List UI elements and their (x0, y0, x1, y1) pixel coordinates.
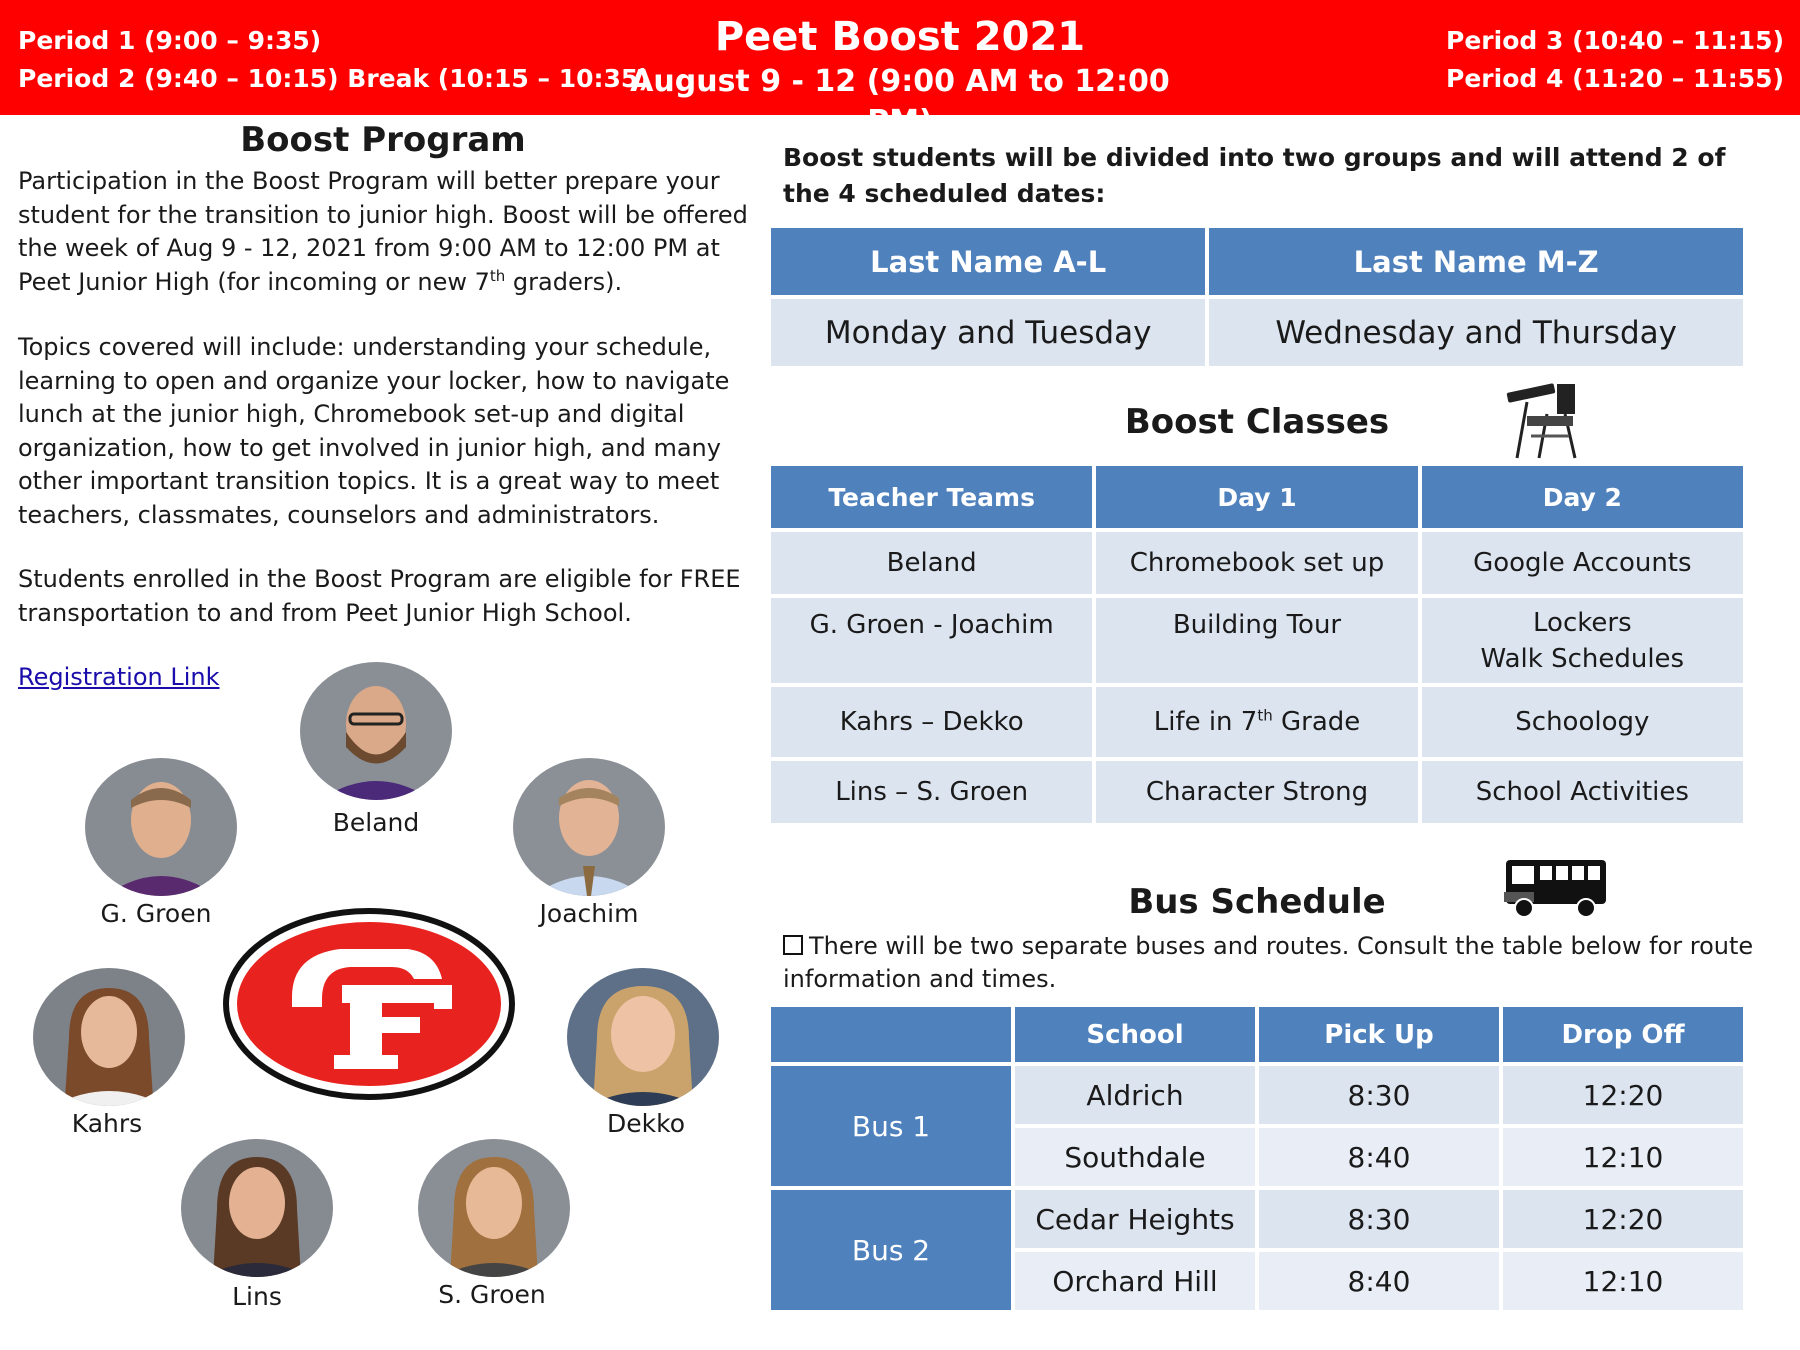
header-banner (0, 0, 1800, 139)
period-3: Period 3 (10:40 – 11:15) (1446, 26, 1784, 55)
day2-cell (1422, 598, 1743, 683)
school-logo (222, 907, 516, 1101)
team-cell: Beland (771, 532, 1092, 594)
school-cell: Cedar Heights (1015, 1190, 1255, 1248)
para1-text-end: graders). (505, 267, 623, 296)
dropoff-cell: 12:20 (1503, 1066, 1743, 1124)
day2-cell: Schoology (1422, 687, 1743, 757)
bus-table (767, 1003, 1747, 1314)
page-dates: August 9 - 12 (9:00 AM to 12:00 PM) (630, 64, 1170, 139)
dropoff-cell: 12:20 (1503, 1190, 1743, 1248)
bus-note (783, 930, 1763, 996)
day2-line-1: Lockers (1533, 607, 1632, 638)
ggroen-photo (85, 758, 237, 896)
boost-classes-title: Boost Classes (1124, 402, 1390, 442)
classes-header-teams: Teacher Teams (771, 466, 1092, 528)
group-header-al: Last Name A-L (771, 228, 1205, 295)
lins-photo (181, 1139, 333, 1277)
period-2: Period 2 (9:40 – 10:15) Break (10:15 – 10:35) (18, 64, 650, 93)
day1-sup: th (1257, 706, 1273, 725)
program-paragraph-1 (18, 165, 753, 299)
period-4: Period 4 (11:20 – 11:55) (1446, 64, 1784, 93)
header-left-periods (18, 22, 650, 98)
kahrs-photo (33, 968, 185, 1106)
school-cell: Southdale (1015, 1128, 1255, 1186)
day1-cell: Chromebook set up (1096, 532, 1417, 594)
team-cell: G. Groen - Joachim (771, 598, 1092, 683)
program-paragraph-3: Students enrolled in the Boost Program are eligible for FREE transportation to and from Peet Junior High School. (18, 565, 741, 627)
groups-table (767, 224, 1747, 370)
school-cell: Orchard Hill (1015, 1252, 1255, 1310)
day2-line-2: Walk Schedules (1480, 643, 1685, 674)
ggroen-name: G. Groen (100, 899, 212, 928)
group-header-mz: Last Name M-Z (1209, 228, 1743, 295)
dropoff-cell: 12:10 (1503, 1128, 1743, 1186)
bus-1-label: Bus 1 (771, 1066, 1011, 1186)
classes-header-day1: Day 1 (1096, 466, 1417, 528)
dekko-photo (567, 968, 719, 1106)
bus-header-pickup: Pick Up (1259, 1007, 1499, 1062)
sgroen-photo (418, 1139, 570, 1277)
team-cell: Kahrs – Dekko (771, 687, 1092, 757)
school-cell: Aldrich (1015, 1066, 1255, 1124)
pickup-cell: 8:30 (1259, 1066, 1499, 1124)
table-row (771, 532, 1743, 594)
group-days-al: Monday and Tuesday (771, 299, 1205, 366)
bus-header-dropoff: Drop Off (1503, 1007, 1743, 1062)
para1-sup: th (489, 266, 506, 285)
day1-cell (1096, 687, 1417, 757)
table-row (771, 687, 1743, 757)
boost-classes-table (767, 462, 1747, 827)
table-row (771, 598, 1743, 683)
groups-intro: Boost students will be divided into two groups and will attend 2 of the 4 scheduled dates: (783, 143, 1726, 208)
boost-program-title: Boost Program (240, 120, 526, 160)
table-row (771, 1066, 1743, 1124)
para1-text: Participation in the Boost Program will better prepare your student for the transition to junior high. Boost will be offered the week of Aug 9 - 12, 2021 from 9:00 AM to 12:00 PM at Peet Junior High (for incoming or new 7 (18, 167, 748, 296)
beland-photo (300, 662, 452, 800)
day2-cell: School Activities (1422, 761, 1743, 823)
header-right-periods (1446, 22, 1784, 98)
joachim-photo (513, 758, 665, 896)
program-paragraph-2: Topics covered will include: understanding your schedule, learning to open and organize your locker, how to navigate lunch at the junior high, Chromebook set-up and digital organization, how to get involved in junior high, and many other important transition topics. It is a great way to meet teachers, classmates, counselors and administrators. (18, 333, 730, 529)
pickup-cell: 8:30 (1259, 1190, 1499, 1248)
table-row (771, 1190, 1743, 1248)
bus-note-text: There will be two separate buses and routes. Consult the table below for route information and times. (783, 932, 1754, 993)
dekko-name: Dekko (607, 1109, 685, 1138)
table-row (771, 761, 1743, 823)
kahrs-name: Kahrs (71, 1109, 143, 1138)
bus-icon (1502, 852, 1612, 922)
joachim-name: Joachim (539, 899, 639, 928)
classes-header-day2: Day 2 (1422, 466, 1743, 528)
page-title: Peet Boost 2021 (714, 14, 1086, 60)
pickup-cell: 8:40 (1259, 1252, 1499, 1310)
bus-schedule-title: Bus Schedule (1128, 882, 1386, 922)
beland-name: Beland (332, 808, 420, 837)
pickup-cell: 8:40 (1259, 1128, 1499, 1186)
day1-text-end: Grade (1272, 707, 1361, 737)
group-days-mz: Wednesday and Thursday (1209, 299, 1743, 366)
bus-header-blank (771, 1007, 1011, 1062)
school-desk-icon (1497, 380, 1587, 462)
dropoff-cell: 12:10 (1503, 1252, 1743, 1310)
period-1: Period 1 (9:00 – 9:35) (18, 26, 322, 55)
bus-header-school: School (1015, 1007, 1255, 1062)
checkbox-icon (783, 935, 803, 955)
day1-cell: Character Strong (1096, 761, 1417, 823)
bus-2-label: Bus 2 (771, 1190, 1011, 1310)
sgroen-name: S. Groen (438, 1280, 546, 1309)
day1-text: Life in 7 (1153, 707, 1258, 737)
day1-cell: Building Tour (1096, 598, 1417, 683)
day2-cell: Google Accounts (1422, 532, 1743, 594)
registration-link[interactable]: Registration Link (18, 663, 220, 691)
lins-name: Lins (232, 1282, 282, 1311)
team-cell: Lins – S. Groen (771, 761, 1092, 823)
